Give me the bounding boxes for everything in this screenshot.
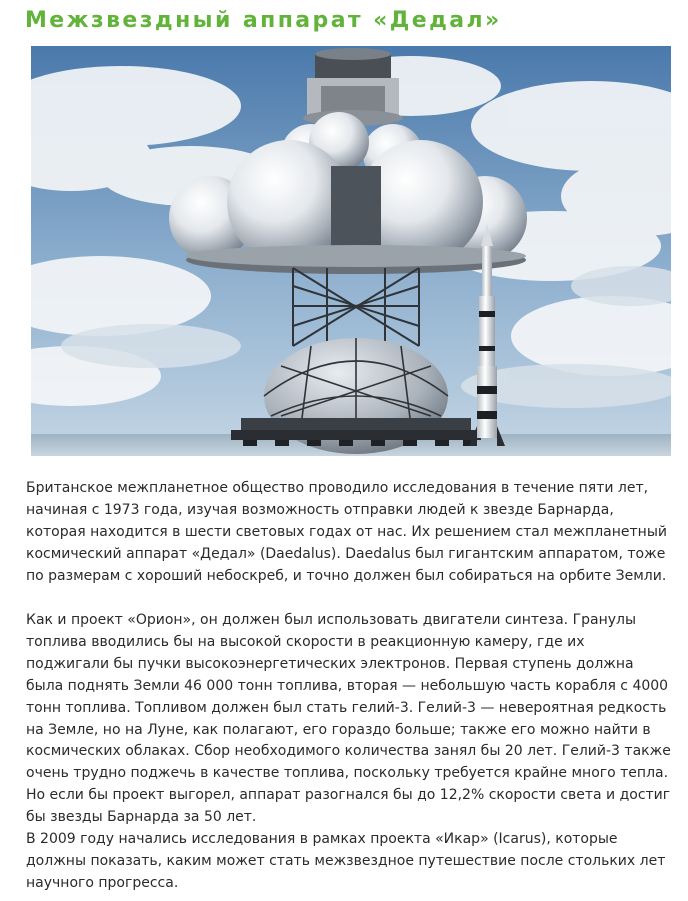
- paragraph-propulsion: Как и проект «Орион», он должен был использовать двигатели синтеза. Гранулы топлива вводились бы на высокой скорости в реакционную камеру, где их поджигали бы пучки высокоэнергетических электронов. Первая ступень должна была поднять Земли 46 000 тонн топлива, вторая — небольшую часть корабля с 4000 тонн топлива. Топливом должен был стать гелий-3. Гелий-3 — невероятная редкость на Земле, но на Луне, как полагают, его гораздо больше; также его можно найти в космических облаках. Сбор необходимого количества занял бы 20 лет. Гелий-3 также очень трудно поджечь в качестве топлива, поскольку требуется крайне много тепла. Но если бы проект выгорел, аппарат разогнался бы до 12,2% скорости света и достиг бы звезды Барнарда за 50 лет.: [26, 612, 671, 826]
- paragraph-icarus: В 2009 году начались исследования в рамках проекта «Икар» (Icarus), которые должны показать, каким может стать межзвездное путешествие после стольких лет научного прогресса.: [26, 831, 666, 891]
- article-title: Межзвездный аппарат «Дедал»: [25, 8, 502, 33]
- daedalus-spacecraft-image: [31, 46, 671, 456]
- paragraph-intro: Британское межпланетное общество проводило исследования в течение пяти лет, начиная с 1973 года, изучая возможность отправки людей к звезде Барнарда, которая находится в шести световых годах от нас. Их решением стал межпланетный космический аппарат «Дедал» (Daedalus). Daedalus был гигантским аппаратом, тоже по размерам с хороший небоскреб, и точно должен был собираться на орбите Земли.: [26, 480, 667, 584]
